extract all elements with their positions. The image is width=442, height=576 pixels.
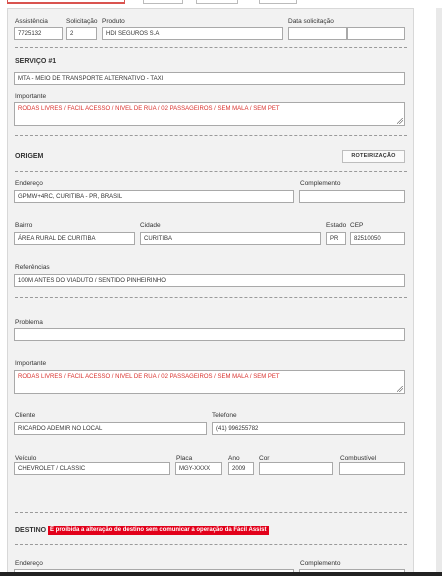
origem-estado-label: Estado (326, 222, 347, 229)
assistencia-field[interactable]: 7725132 (14, 27, 63, 40)
detalhes-importante-textarea[interactable] (14, 370, 405, 394)
data-solicitacao-time-field[interactable] (347, 27, 405, 40)
combustivel-field[interactable] (339, 462, 405, 475)
detalhes-importante-label: Importante (15, 360, 47, 367)
origem-estado-field[interactable]: PR (326, 232, 346, 245)
produto-label: Produto (102, 18, 125, 25)
destino-warning-badge: É proibida a alteração de destino sem comunicar a operação da Fácil Assist (50, 527, 267, 533)
origem-referencias-field[interactable]: 100M ANTES DO VIADUTO / SENTIDO PINHEIRINHO (14, 274, 405, 287)
origem-endereco-field[interactable]: GPMW+4RC, CURITIBA - PR, BRASIL (14, 190, 294, 203)
cliente-field[interactable]: RICARDO ADEMIR NO LOCAL (14, 422, 207, 435)
divider (15, 512, 407, 513)
ano-label: Ano (228, 455, 240, 462)
veiculo-label: Veículo (15, 455, 37, 462)
tab-active[interactable] (7, 0, 125, 4)
servico-title: SERVIÇO #1 (15, 58, 57, 65)
tab-4[interactable] (259, 0, 297, 4)
combustivel-label: Combustível (340, 455, 377, 462)
destino-title: DESTINO (15, 527, 47, 534)
divider (15, 171, 407, 172)
problema-field[interactable] (14, 328, 405, 341)
cor-label: Cor (259, 455, 270, 462)
cor-field[interactable] (259, 462, 333, 475)
origem-endereco-label: Endereço (15, 180, 43, 187)
origem-cep-label: CEP (350, 222, 364, 229)
problema-label: Problema (15, 319, 43, 326)
origem-cep-field[interactable]: 82510050 (350, 232, 405, 245)
placa-label: Placa (176, 455, 193, 462)
produto-field[interactable]: HDI SEGUROS S.A (102, 27, 283, 40)
resize-grip-icon[interactable] (397, 386, 403, 392)
divider (15, 135, 407, 136)
roteirizacao-button[interactable]: ROTEIRIZAÇÃO (342, 150, 405, 163)
origem-bairro-label: Bairro (15, 222, 33, 229)
origem-complemento-label: Complemento (300, 180, 341, 187)
request-form-panel (7, 8, 414, 576)
divider (15, 544, 407, 545)
divider (15, 297, 407, 298)
bottom-bar (0, 572, 442, 576)
ano-field[interactable]: 2009 (228, 462, 254, 475)
cliente-label: Cliente (15, 412, 36, 419)
tab-2[interactable] (143, 0, 183, 4)
servico-importante-textarea[interactable] (14, 102, 405, 126)
data-solicitacao-date-field[interactable] (288, 27, 347, 40)
origem-complemento-field[interactable] (299, 190, 405, 203)
scrollbar[interactable] (436, 8, 442, 576)
origem-cidade-field[interactable]: CURITIBA (140, 232, 321, 245)
divider (15, 47, 407, 48)
placa-field[interactable]: MGY-XXXX (175, 462, 222, 475)
assistencia-label: Assistência (15, 18, 48, 25)
top-tab-bar (0, 0, 442, 6)
veiculo-field[interactable]: CHEVROLET / CLASSIC (14, 462, 170, 475)
servico-importante-label: Importante (15, 93, 47, 100)
origem-cidade-label: Cidade (140, 222, 161, 229)
data-solicitacao-label: Data solicitação (288, 18, 334, 25)
telefone-label: Telefone (212, 412, 237, 419)
destino-endereco-label: Endereço (15, 560, 43, 567)
origem-referencias-label: Referências (15, 264, 50, 271)
origem-bairro-field[interactable]: ÁREA RURAL DE CURITIBA (14, 232, 135, 245)
servico-tipo-field[interactable]: MTA - MEIO DE TRANSPORTE ALTERNATIVO - TAXI (14, 72, 405, 85)
solicitacao-field[interactable]: 2 (66, 27, 97, 40)
servico-importante-text: RODAS LIVRES / FACIL ACESSO / NIVEL DE RUA / 02 PASSAGEIROS / SEM MALA / SEM PET (18, 106, 280, 112)
resize-grip-icon[interactable] (397, 118, 403, 124)
origem-title: ORIGEM (15, 153, 44, 160)
tab-3[interactable] (196, 0, 238, 4)
destino-complemento-label: Complemento (300, 560, 341, 567)
detalhes-importante-text: RODAS LIVRES / FACIL ACESSO / NIVEL DE RUA / 02 PASSAGEIROS / SEM MALA / SEM PET (18, 374, 280, 380)
telefone-field[interactable]: (41) 996255782 (212, 422, 405, 435)
solicitacao-label: Solicitação (66, 18, 98, 25)
